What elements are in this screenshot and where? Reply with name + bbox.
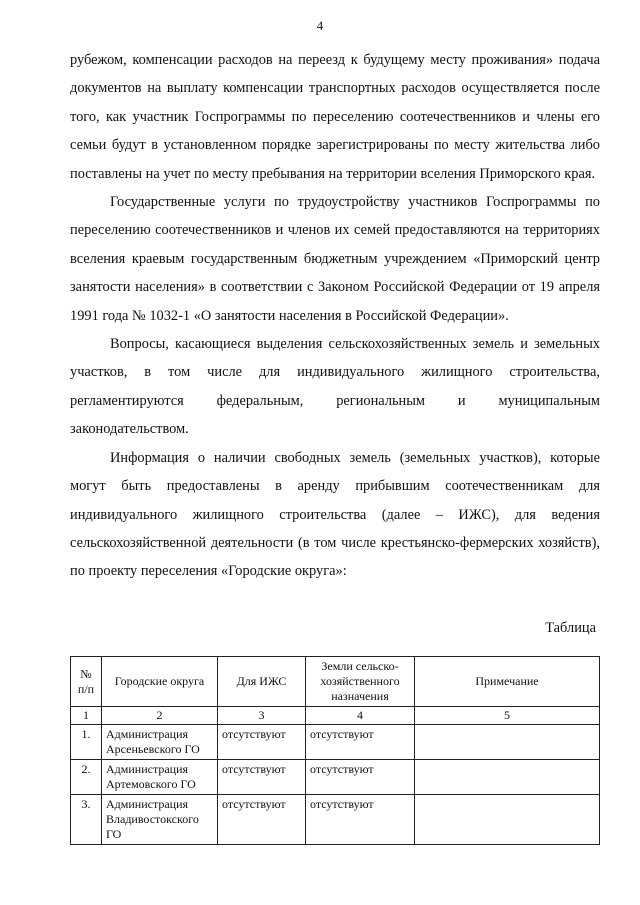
column-number: 5	[415, 707, 600, 725]
body-text	[70, 46, 600, 586]
izhs-value: отсутствуют	[218, 725, 306, 760]
paragraph-2: Государственные услуги по трудоустройству участников Госпрограммы по переселению соотечественников и членов их семей предоставляются на территориях вселения краевым государственным бюджетным учреждением «Приморский центр занятости населения» в соответствии с Законом Российской Федерации от 19 апреля 1991 года № 1032-1 «О занятости населения в Российской Федерации».	[70, 194, 600, 324]
note-value	[415, 795, 600, 845]
paragraph-3: Вопросы, касающиеся выделения сельскохозяйственных земель и земельных участков, в том числе для индивидуального жилищного строительства, регламентируются федеральным, региональным и муниципальным законодательством.	[70, 336, 600, 438]
column-number: 1	[71, 707, 102, 725]
header-agri-land: Земли сельско-хозяйственного назначения	[306, 657, 415, 707]
agri-land-value: отсутствуют	[306, 760, 415, 795]
row-index: 3.	[71, 795, 102, 845]
land-table	[70, 656, 600, 845]
agri-land-value: отсутствуют	[306, 725, 415, 760]
column-number: 4	[306, 707, 415, 725]
paragraph-1: рубежом, компенсации расходов на переезд к будущему месту проживания» подача документов на выплату компенсации транспортных расходов осуществляется после того, как участник Госпрограммы по переселению соотечественников и члены его семьи будут в установленном порядке зарегистрированы по месту жительства либо поставлены на учет по месту пребывания на территории вселения Приморского края.	[70, 52, 600, 182]
izhs-value: отсутствуют	[218, 760, 306, 795]
district-name: Администрация Артемовского ГО	[102, 760, 218, 795]
izhs-value: отсутствуют	[218, 795, 306, 845]
table-row	[71, 760, 600, 795]
district-name: Администрация Владивостокского ГО	[102, 795, 218, 845]
note-value	[415, 725, 600, 760]
row-index: 2.	[71, 760, 102, 795]
table-caption: Таблица	[545, 620, 596, 636]
district-name: Администрация Арсеньевского ГО	[102, 725, 218, 760]
table-header-row	[71, 657, 600, 707]
header-districts: Городские округа	[102, 657, 218, 707]
table-row	[71, 795, 600, 845]
header-note: Примечание	[415, 657, 600, 707]
agri-land-value: отсутствуют	[306, 795, 415, 845]
column-number: 3	[218, 707, 306, 725]
column-number: 2	[102, 707, 218, 725]
page-number: 4	[316, 18, 324, 33]
table-row	[71, 725, 600, 760]
note-value	[415, 760, 600, 795]
header-number: № п/п	[71, 657, 102, 707]
row-index: 1.	[71, 725, 102, 760]
column-number-row	[71, 707, 600, 725]
header-izhs: Для ИЖС	[218, 657, 306, 707]
paragraph-4: Информация о наличии свободных земель (земельных участков), которые могут быть предоставлены в аренду прибывшим соотечественникам для индивидуального жилищного строительства (далее – ИЖС), для ведения сельскохозяйственной деятельности (в том числе крестьянско-фермерских хозяйств), по проекту переселения «Городские округа»:	[70, 449, 600, 580]
